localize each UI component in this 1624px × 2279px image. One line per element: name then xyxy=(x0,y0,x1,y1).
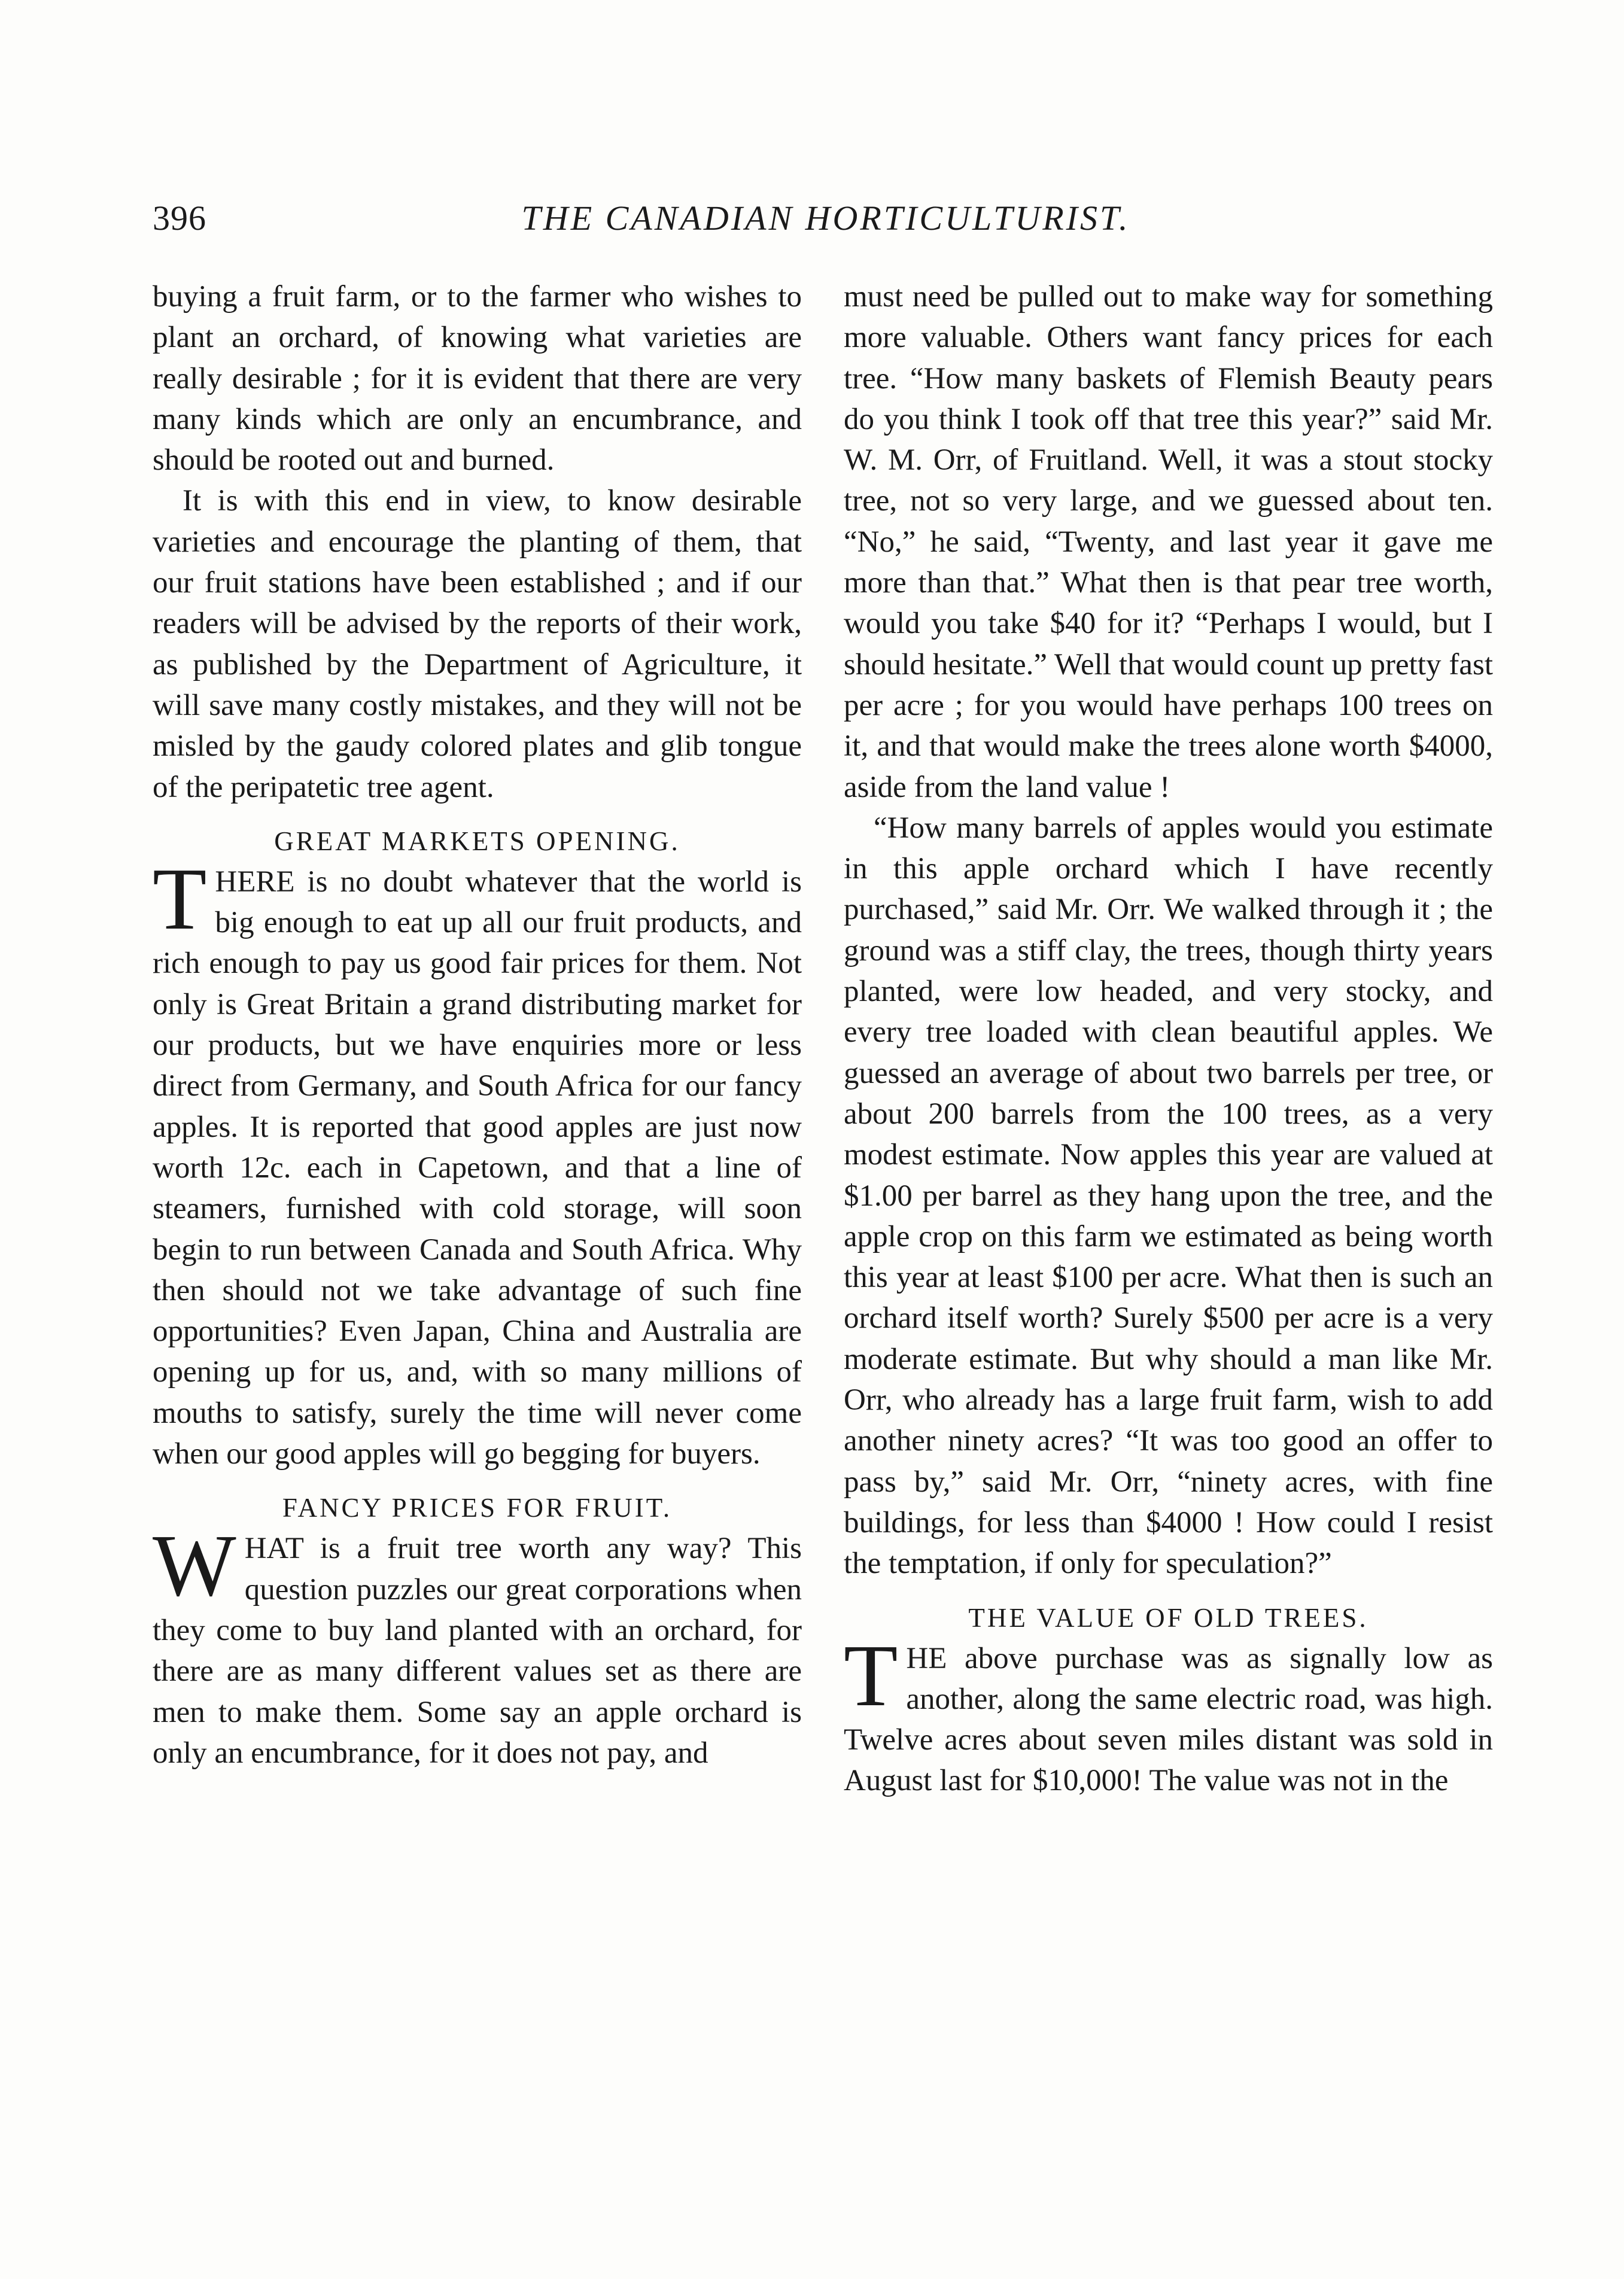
right-column xyxy=(844,276,1493,1802)
section-heading-fancy-prices: FANCY PRICES FOR FRUIT. xyxy=(282,1493,673,1523)
drop-cap: T xyxy=(153,850,207,948)
page-number: 396 xyxy=(153,199,206,238)
paragraph: must need be pulled out to make way for something more valuable. Others want fancy prices for each tree. “How many baskets of Flemish Beauty pears do you think I took off that tree this year?” said Mr. W. M. Orr, of Fruitland. Well, it was a stout stocky tree, not so very large, and we guessed about ten. “No,” he said, “Twenty, and last year it gave me more than that.” What then is that pear tree worth, would you take $40 for it? “Perhaps I would, but I should hesitate.” Well that would count up pretty fast per acre ; for you would have perhaps 100 trees on it, and that would make the trees alone worth $4000, aside from the land value ! xyxy=(844,280,1493,804)
drop-cap: T xyxy=(844,1626,898,1725)
section-paragraph xyxy=(153,850,802,1474)
paragraph-text: HE above purchase was as signally low as another, along the same electric road, was high. Twelve acres about seven miles distant was sold in August last for $10,000! The value was not in the xyxy=(844,1641,1493,1798)
paragraph: buying a fruit farm, or to the farmer who wishes to plant an orchard, of knowing what varieties are really desirable ; for it is evident that there are very many kinds which are only an encumbrance, and should be rooted out and burned. xyxy=(153,280,802,477)
drop-cap: W xyxy=(153,1517,236,1615)
running-head xyxy=(153,191,1499,245)
left-column xyxy=(153,276,802,1773)
paragraph: “How many barrels of apples would you estimate in this apple orchard which I have recently purchased,” said Mr. Orr. We walked through it ; the ground was a stiff clay, the trees, though thirty years planted, were low headed, and very stocky, and every tree loaded with clean beautiful apples. We guessed an average of about two barrels per tree, or about 200 barrels from the 100 trees, as a very modest estimate. Now apples this year are valued at $1.00 per barrel as they hang upon the tree, and the apple crop on this farm we estimated as being worth this year at least $100 per acre. What then is such an orchard itself worth? Surely $500 per acre is a very moderate estimate. But why should a man like Mr. Orr, who already has a large fruit farm, wish to add another ninety acres? “It was too good an offer to pass by,” said Mr. Orr, “ninety acres, with fine buildings, for less than $4000 ! How could I resist the temptation, if only for speculation?” xyxy=(844,811,1493,1581)
section-heading-great-markets: GREAT MARKETS OPENING. xyxy=(274,826,680,856)
paragraph-text: HERE is no doubt whatever that the world is big enough to eat up all our fruit products, and rich enough to pay us good fair prices for them. Not only is Great Britain a grand distributing market for our products, but we have enquiries more or less direct from Germany, and South Africa for our fancy apples. It is reported that good apples are just now worth 12c. each in Capetown, and that a line of steamers, furnished with cold storage, will soon begin to run between Canada and South Africa. Why then should not we take advantage of such fine opportunities? Even Japan, China and Australia are opening up for us, and, with so many millions of mouths to satisfy, surely the time will never come when our good apples will go begging for buyers. xyxy=(153,865,802,1471)
journal-title: THE CANADIAN HORTICULTURIST. xyxy=(521,199,1130,238)
paragraph: It is with this end in view, to know desirable varieties and encourage the planting of them, that our fruit stations have been established ; and if our readers will be advised by the reports of their work, as published by the Department of Agriculture, it will save many costly mistakes, and they will not be misled by the gaudy colored plates and glib tongue of the peripatetic tree agent. xyxy=(153,484,802,804)
paragraph-text: HAT is a fruit tree worth any way? This question puzzles our great corporations when they come to buy land planted with an orchard, for there are as many different values set as there are men to make them. Some say an apple orchard is only an encumbrance, for it does not pay, and xyxy=(153,1532,802,1770)
section-paragraph xyxy=(844,1626,1493,1802)
section-paragraph xyxy=(153,1517,802,1773)
section-heading-old-trees: THE VALUE OF OLD TREES. xyxy=(968,1602,1368,1633)
